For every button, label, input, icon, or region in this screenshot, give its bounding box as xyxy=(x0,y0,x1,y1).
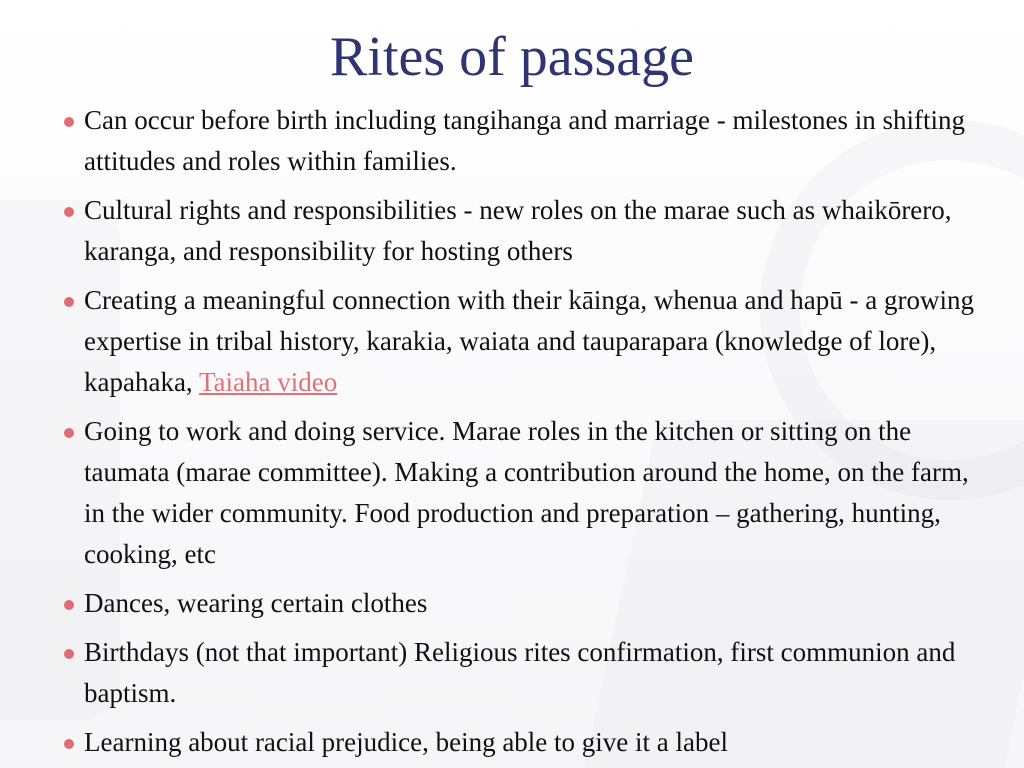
bullet-item xyxy=(56,411,986,575)
bullet-item xyxy=(56,280,986,403)
bullet-dot-icon xyxy=(64,297,74,307)
bullet-dot-icon xyxy=(64,428,74,438)
bullet-text: Learning about racial prejudice, being able to give it a label xyxy=(84,727,728,757)
bullet-item xyxy=(56,722,986,763)
bullet-text: Cultural rights and responsibilities - new roles on the marae such as whaikōrero, karanga, and responsibility for hosting others xyxy=(84,195,952,266)
bullet-text: Birthdays (not that important) Religious rites confirmation, first communion and baptism. xyxy=(84,637,956,708)
bullet-item xyxy=(56,583,986,624)
bullet-item xyxy=(56,632,986,714)
bullet-dot-icon xyxy=(64,117,74,127)
bullet-dot-icon xyxy=(64,649,74,659)
taiaha-video-link[interactable]: Taiaha video xyxy=(198,367,338,397)
bullet-text: Dances, wearing certain clothes xyxy=(84,588,428,618)
bullet-dot-icon xyxy=(64,207,74,217)
slide-title: Rites of passage xyxy=(330,26,694,88)
bullet-item xyxy=(56,100,986,182)
bullet-text: Creating a meaningful connection with their kāinga, whenua and hapū - a growing expertise in tribal history, karakia, waiata and tauparapara (knowledge of lore), kapahaka, xyxy=(84,285,974,397)
bullet-list xyxy=(56,100,986,768)
bullet-text: Going to work and doing service. Marae roles in the kitchen or sitting on the taumata (marae committee). Making a contribution around the home, on the farm, in the wider community. Food production and preparation – gathering, hunting, cooking, etc xyxy=(84,416,969,569)
bullet-text: Can occur before birth including tangihanga and marriage - milestones in shifting attitudes and roles within families. xyxy=(84,105,965,176)
bullet-dot-icon xyxy=(64,739,74,749)
bullet-item xyxy=(56,190,986,272)
bullet-dot-icon xyxy=(64,600,74,610)
